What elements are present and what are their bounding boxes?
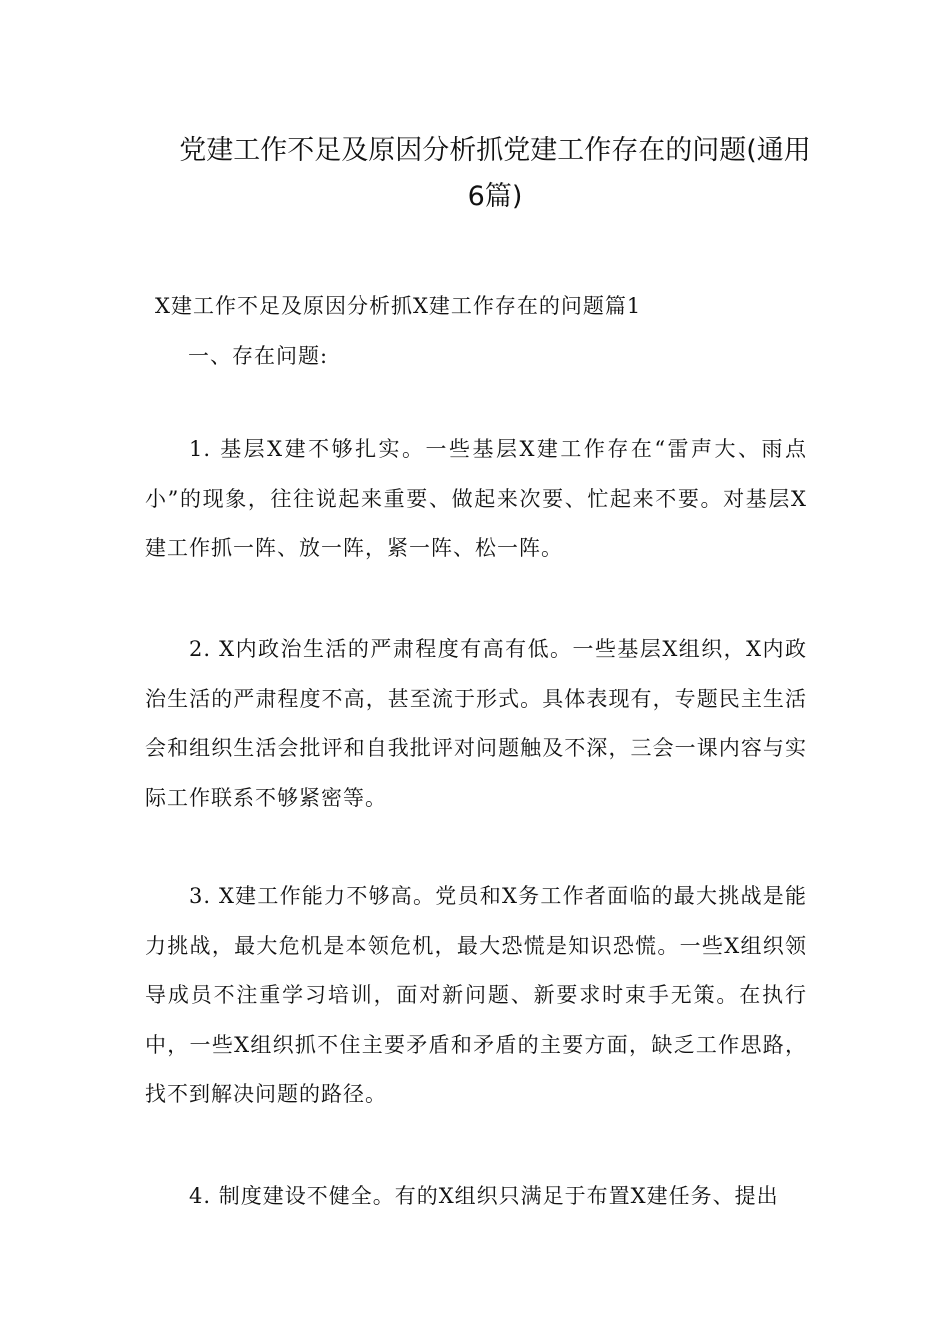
section-heading: 一、存在问题:: [188, 344, 329, 368]
document-title: [145, 128, 845, 220]
paragraph-2: 2. X内政治生活的严肃程度有高有低。一些基层X组织，X内政治生活的严肃程度不高，甚至流于形式。具体表现有，专题民主生活会和组织生活会批评和自我批评对问题触及不深，三会一课内容与实际工作联系不够紧密等。: [145, 637, 807, 810]
paragraph-1: 1. 基层X建不够扎实。一些基层X建工作存在“雷声大、雨点小”的现象，往往说起来重要、做起来次要、忙起来不要。对基层X建工作抓一阵、放一阵，紧一阵、松一阵。: [145, 437, 807, 561]
paragraph-4: 4. 制度建设不健全。有的X组织只满足于布置X建任务、提出: [189, 1184, 779, 1208]
paragraph-3: 3. X建工作能力不够高。党员和X务工作者面临的最大挑战是能力挑战，最大危机是本领危机，最大恐慌是知识恐慌。一些X组织领导成员不注重学习培训，面对新问题、新要求时束手无策。在执行中，一些X组织抓不住主要矛盾和矛盾的主要方面，缺乏工作思路，找不到解决问题的路径。: [145, 884, 807, 1107]
article-subtitle: X建工作不足及原因分析抓X建工作存在的问题篇1: [155, 294, 642, 318]
title-line-2: 6篇): [467, 181, 523, 212]
title-line-1: 党建工作不足及原因分析抓党建工作存在的问题(通用: [179, 135, 811, 166]
